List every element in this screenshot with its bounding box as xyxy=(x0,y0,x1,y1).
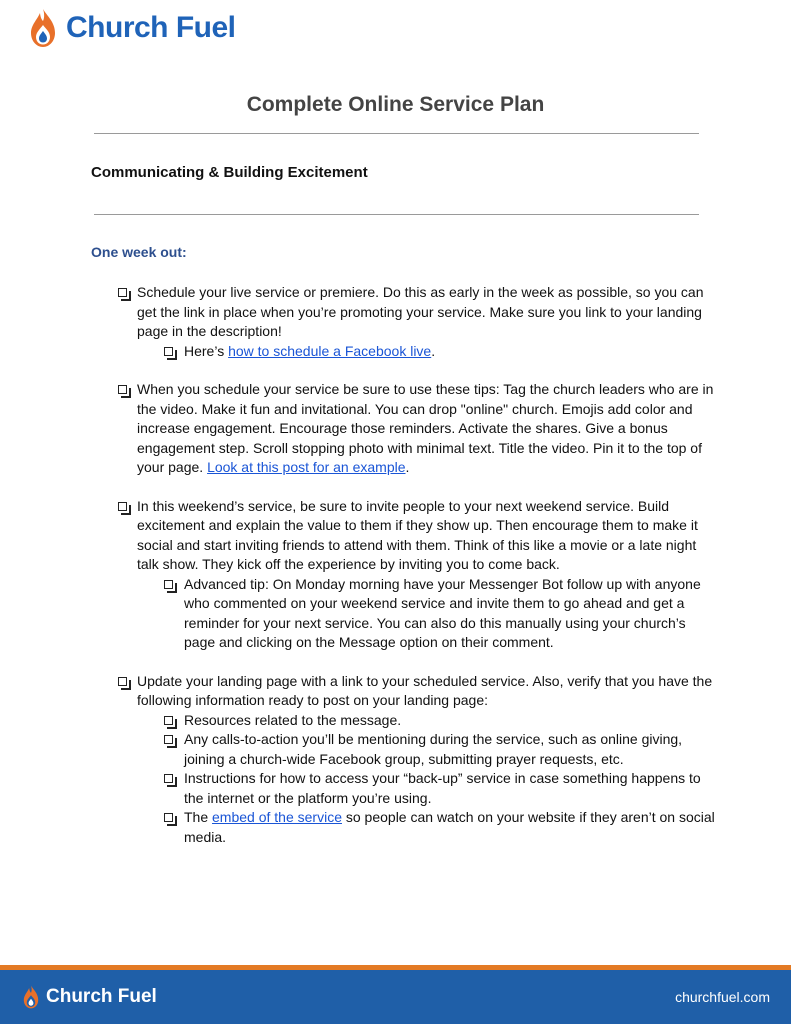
sub-checklist-item xyxy=(164,730,718,769)
checkbox-icon xyxy=(118,385,127,394)
checklist-item-text-end: . xyxy=(405,459,410,475)
sub-item-text: The xyxy=(184,809,213,825)
checklist-item xyxy=(118,283,718,361)
sub-checklist-item xyxy=(164,575,718,653)
week-heading: One week out: xyxy=(91,244,187,260)
sub-checklist-item xyxy=(164,711,718,731)
sub-item-text: Any calls-to-action you’ll be mentioning during the service, such as online giving, joining a church-wide Facebook group, submitting prayer requests, etc. xyxy=(184,731,683,767)
sub-item-text: Resources related to the message. xyxy=(184,711,402,728)
section-divider xyxy=(94,214,699,215)
checklist-item-text: Update your landing page with a link to your scheduled service. Also, verify that you have the following information ready to post on your landing page: xyxy=(137,672,713,708)
sub-item-text: Instructions for how to access your “back-up” service in case something happens to the internet or the platform you’re using. xyxy=(184,770,701,806)
sub-item-text: Here’s xyxy=(184,342,229,359)
example-post-link[interactable]: Look at this post for an example xyxy=(207,459,406,475)
footer-website-link[interactable]: churchfuel.com xyxy=(675,989,770,1005)
checklist-item-text: When you schedule your service be sure to use these tips: Tag the church leaders who are in the video. Make it fun and invitational. You can drop "online" church. Emojis add color and increase engagement. Encourage those reminders. Activate the shares. Give a bonus engagement step. Scroll stopping photo with minimal text. Title the video. Pin it to the top of your page. xyxy=(137,381,714,475)
flame-logo-icon xyxy=(28,8,58,48)
checklist-item xyxy=(118,497,718,653)
checkbox-icon xyxy=(164,716,173,725)
footer-logo xyxy=(22,985,157,1009)
checklist xyxy=(118,283,718,866)
brand-name: Church Fuel xyxy=(66,11,236,44)
sub-checklist-item xyxy=(164,342,718,362)
sub-checklist-item xyxy=(164,808,718,847)
section-heading: Communicating & Building Excitement xyxy=(91,164,368,181)
header-logo xyxy=(28,8,236,48)
sub-checklist-item xyxy=(164,769,718,808)
sub-item-text: Advanced tip: On Monday morning have your Messenger Bot follow up with anyone who commented on your weekend service and invite them to go ahead and get a reminder for your next service. You can also do this manually using your church’s page and clicking on the Message option on their comment. xyxy=(184,575,701,650)
flame-logo-icon xyxy=(22,985,40,1009)
title-divider xyxy=(94,133,699,134)
sub-item-text-end: so people can watch on your website if they aren’t on social media. xyxy=(184,809,715,845)
checkbox-icon xyxy=(164,347,173,356)
checklist-item-text: Schedule your live service or premiere. Do this as early in the week as possible, so you can get the link in place when you’re promoting your service. Make sure you link to your landing page in the description! xyxy=(137,284,704,339)
facebook-live-link[interactable]: how to schedule a Facebook live xyxy=(228,342,432,359)
footer-bar xyxy=(0,965,791,1024)
footer-brand-name: Church Fuel xyxy=(46,986,157,1007)
checkbox-icon xyxy=(118,502,127,511)
checkbox-icon xyxy=(164,774,173,783)
checkbox-icon xyxy=(118,288,127,297)
footer-stripe xyxy=(0,965,791,970)
sub-item-text-end: . xyxy=(431,342,436,359)
checkbox-icon xyxy=(164,813,173,822)
document-title: Complete Online Service Plan xyxy=(246,93,545,116)
checklist-item xyxy=(118,672,718,848)
checkbox-icon xyxy=(164,580,173,589)
checklist-item-text: In this weekend’s service, be sure to invite people to your next weekend service. Build excitement and explain the value to them if they show up. Then encourage them to make it social and start inviting friends to attend with them. Think of this like a movie or a late night talk show. They kick off the experience by inviting you to come back. xyxy=(137,497,698,572)
embed-service-link[interactable]: embed of the service xyxy=(212,809,342,825)
checklist-item xyxy=(118,380,718,478)
checkbox-icon xyxy=(164,735,173,744)
checkbox-icon xyxy=(118,677,127,686)
